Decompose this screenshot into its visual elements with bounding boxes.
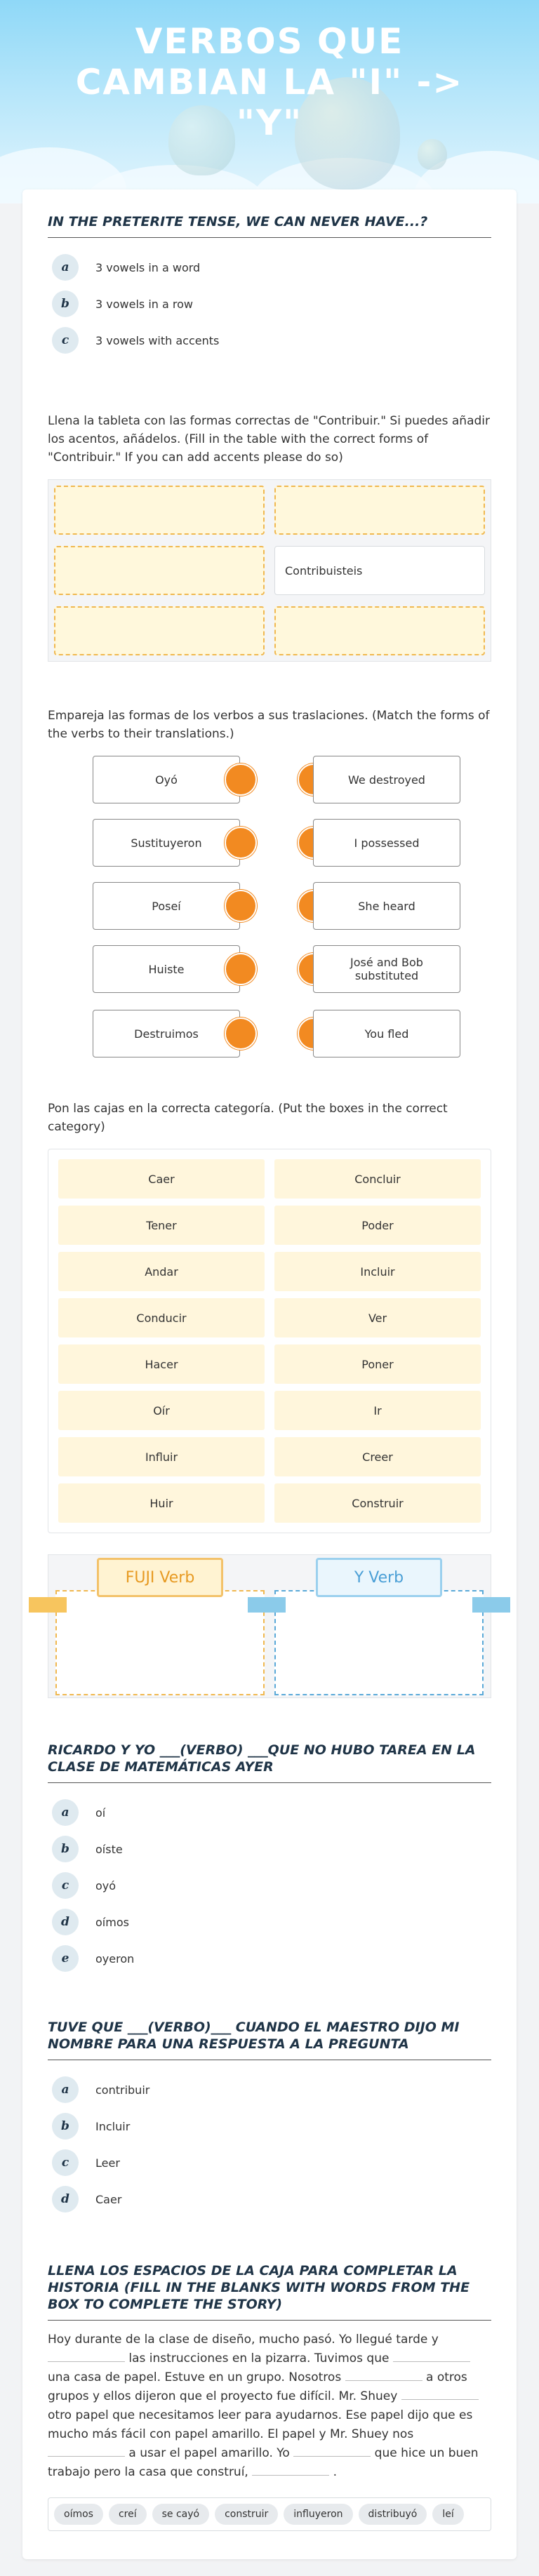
worksheet-card: [22, 189, 517, 2559]
category-bins: [48, 1554, 491, 1698]
story-segment: que hice un buen trabajo pero la casa que construí,: [48, 2446, 479, 2479]
page-title: [0, 21, 539, 143]
option-item[interactable]: [48, 249, 491, 286]
question-text: Llena la tableta con las formas correctas de "Contribuir." Si puedes añadir los acentos, añádelos. (Fill in the table with the correct forms of "Contribuir." If you can add accents please do so): [48, 414, 490, 465]
draggable-items: [48, 1149, 491, 1533]
table-cell-input[interactable]: [54, 606, 265, 655]
option-item[interactable]: [48, 286, 491, 322]
question-3: [48, 662, 491, 1079]
match-connector-dot[interactable]: [225, 763, 257, 796]
option-text: 3 vowels with accents: [95, 333, 220, 347]
story-segment: Hoy durante de la clase de diseño, mucho pasó. Yo llegué tarde y: [48, 2333, 439, 2347]
draggable-word[interactable]: Concluir: [274, 1159, 481, 1199]
story-blank-input[interactable]: [345, 2368, 422, 2381]
option-item[interactable]: [48, 1867, 491, 1904]
option-letter: a: [52, 254, 79, 281]
hero-banner: [0, 0, 539, 203]
bin-label: FUJI Verb: [97, 1558, 223, 1597]
draggable-word[interactable]: Influir: [58, 1437, 265, 1476]
draggable-word[interactable]: Poner: [274, 1344, 481, 1384]
draggable-word[interactable]: Tener: [58, 1206, 265, 1245]
match-right-item[interactable]: José and Bob substituted: [313, 945, 460, 993]
option-letter: b: [52, 291, 79, 317]
draggable-word[interactable]: Construir: [274, 1483, 481, 1523]
story-blank-input[interactable]: [393, 2349, 470, 2362]
draggable-word[interactable]: Poder: [274, 1206, 481, 1245]
option-list: [48, 249, 491, 359]
match-right-item[interactable]: She heard: [313, 882, 460, 930]
fill-table: [48, 479, 491, 662]
draggable-word[interactable]: Andar: [58, 1252, 265, 1291]
word-chip[interactable]: construir: [215, 2504, 278, 2525]
title-line: "Y": [236, 102, 303, 143]
question-text: Empareja las formas de los verbos a sus traslaciones. (Match the forms of the verbs to their translations.): [48, 709, 490, 741]
question-title: LLENA LOS ESPACIOS DE LA CAJA PARA COMPLETAR LA HISTORIA (FILL IN THE BLANKS WITH WORDS FROM THE BOX TO COMPLETE THE STORY): [48, 2217, 491, 2321]
table-cell-input[interactable]: [54, 546, 265, 595]
ribbon-decoration: [472, 1597, 510, 1613]
option-item[interactable]: [48, 2181, 491, 2217]
question-title: RICARDO Y YO ___(VERBO) ___QUE NO HUBO TAREA EN LA CLASE DE MATEMÁTICAS AYER: [48, 1698, 491, 1783]
match-left-item[interactable]: Huiste: [93, 945, 240, 993]
table-cell-input[interactable]: [274, 606, 485, 655]
story-blank-input[interactable]: [252, 2463, 329, 2476]
word-chip[interactable]: influyeron: [284, 2504, 352, 2525]
option-letter: b: [52, 2113, 79, 2140]
option-letter: c: [52, 2149, 79, 2176]
draggable-word[interactable]: Conducir: [58, 1298, 265, 1337]
word-chip[interactable]: oímos: [54, 2504, 103, 2525]
matching-area: [48, 756, 491, 1079]
story-blank-input[interactable]: [48, 2349, 125, 2362]
story-segment: a usar el papel amarillo. Yo: [128, 2446, 290, 2460]
table-cell-given: Contribuisteis: [274, 546, 485, 595]
option-letter: a: [52, 2076, 79, 2103]
option-text: 3 vowels in a row: [95, 297, 193, 311]
option-text: oí: [95, 1806, 106, 1820]
option-text: Leer: [95, 2156, 120, 2170]
title-line: CAMBIAN LA "I" ->: [75, 62, 464, 102]
question-text: Pon las cajas en la correcta categoría. (Put the boxes in the correct category): [48, 1102, 448, 1134]
option-letter: c: [52, 327, 79, 354]
option-list: [48, 2071, 491, 2217]
option-letter: b: [52, 1836, 79, 1862]
option-text: Caer: [95, 2192, 122, 2206]
word-chip[interactable]: leí: [432, 2504, 463, 2525]
match-right-item[interactable]: I possessed: [313, 819, 460, 867]
match-connector-dot[interactable]: [225, 953, 257, 985]
draggable-word[interactable]: Creer: [274, 1437, 481, 1476]
option-text: oyeron: [95, 1951, 135, 1966]
story-segment: .: [333, 2465, 338, 2479]
option-item[interactable]: [48, 2144, 491, 2181]
option-item[interactable]: [48, 1831, 491, 1867]
story-text: [48, 2330, 491, 2482]
option-text: contribuir: [95, 2083, 150, 2097]
question-4: [48, 1079, 491, 1698]
option-item[interactable]: [48, 1794, 491, 1831]
bin-label: Y Verb: [316, 1558, 442, 1597]
title-line: VERBOS QUE: [135, 21, 404, 62]
option-letter: d: [52, 2186, 79, 2213]
option-text: oímos: [95, 1915, 129, 1929]
match-left-item[interactable]: Destruimos: [93, 1010, 240, 1057]
option-text: 3 vowels in a word: [95, 260, 201, 274]
draggable-word[interactable]: Incluir: [274, 1252, 481, 1291]
word-bank: [48, 2497, 491, 2531]
draggable-word[interactable]: Ir: [274, 1391, 481, 1430]
word-chip[interactable]: creí: [109, 2504, 147, 2525]
table-cell-input[interactable]: [274, 486, 485, 535]
match-left-item[interactable]: Oyó: [93, 756, 240, 803]
story-blank-input[interactable]: [48, 2444, 125, 2457]
match-connector-dot[interactable]: [225, 1017, 257, 1050]
story-blank-input[interactable]: [293, 2444, 371, 2457]
option-item[interactable]: [48, 322, 491, 359]
story-segment: una casa de papel. Estuve en un grupo. Nosotros: [48, 2370, 342, 2384]
option-item[interactable]: [48, 2108, 491, 2144]
option-letter: a: [52, 1799, 79, 1826]
ribbon-decoration: [248, 1597, 286, 1613]
match-right-item[interactable]: You fled: [313, 1010, 460, 1057]
story-segment: otro papel que necesitamos leer para ayudarnos. Ese papel dijo que es mucho más fácil con papel amarillo. El papel y Mr. Shuey nos: [48, 2408, 473, 2441]
draggable-word[interactable]: Caer: [58, 1159, 265, 1199]
question-1: [48, 189, 491, 359]
option-letter: c: [52, 1872, 79, 1899]
story-blank-input[interactable]: [401, 2387, 479, 2400]
option-item[interactable]: [48, 1904, 491, 1940]
question-7: [48, 2217, 491, 2531]
option-list: [48, 1794, 491, 1977]
table-cell-input[interactable]: [54, 486, 265, 535]
bin-fuji-verb[interactable]: [55, 1568, 265, 1695]
option-item[interactable]: [48, 2071, 491, 2108]
question-5: [48, 1698, 491, 1977]
option-text: oyó: [95, 1878, 117, 1893]
option-letter: d: [52, 1909, 79, 1935]
question-6: [48, 1977, 491, 2217]
match-connector-dot[interactable]: [225, 890, 257, 922]
question-2: [48, 359, 491, 662]
match-left-item[interactable]: Sustituyeron: [93, 819, 240, 867]
word-chip[interactable]: se cayó: [152, 2504, 209, 2525]
story-segment: a otros grupos y ellos dijeron que el proyecto fue difícil. Mr. Shuey: [48, 2370, 467, 2403]
match-connector-dot[interactable]: [225, 827, 257, 859]
match-right-item[interactable]: We destroyed: [313, 756, 460, 803]
question-title: TUVE QUE ___(VERBO)___ CUANDO EL MAESTRO DIJO MI NOMBRE PARA UNA RESPUESTA A LA PREGUNTA: [48, 1977, 491, 2060]
draggable-word[interactable]: Huir: [58, 1483, 265, 1523]
word-chip[interactable]: distribuyó: [359, 2504, 427, 2525]
draggable-word[interactable]: Ver: [274, 1298, 481, 1337]
option-letter: e: [52, 1945, 79, 1972]
balloon-icon: [418, 139, 447, 170]
draggable-word[interactable]: Oír: [58, 1391, 265, 1430]
story-segment: las instrucciones en la pizarra. Tuvimos que: [128, 2351, 390, 2365]
bin-y-verb[interactable]: [274, 1568, 484, 1695]
draggable-word[interactable]: Hacer: [58, 1344, 265, 1384]
option-text: Incluir: [95, 2119, 131, 2133]
ribbon-decoration: [29, 1597, 67, 1613]
option-text: oíste: [95, 1842, 123, 1856]
match-left-item[interactable]: Poseí: [93, 882, 240, 930]
question-title: IN THE PRETERITE TENSE, WE CAN NEVER HAVE...?: [48, 189, 491, 238]
option-item[interactable]: [48, 1940, 491, 1977]
